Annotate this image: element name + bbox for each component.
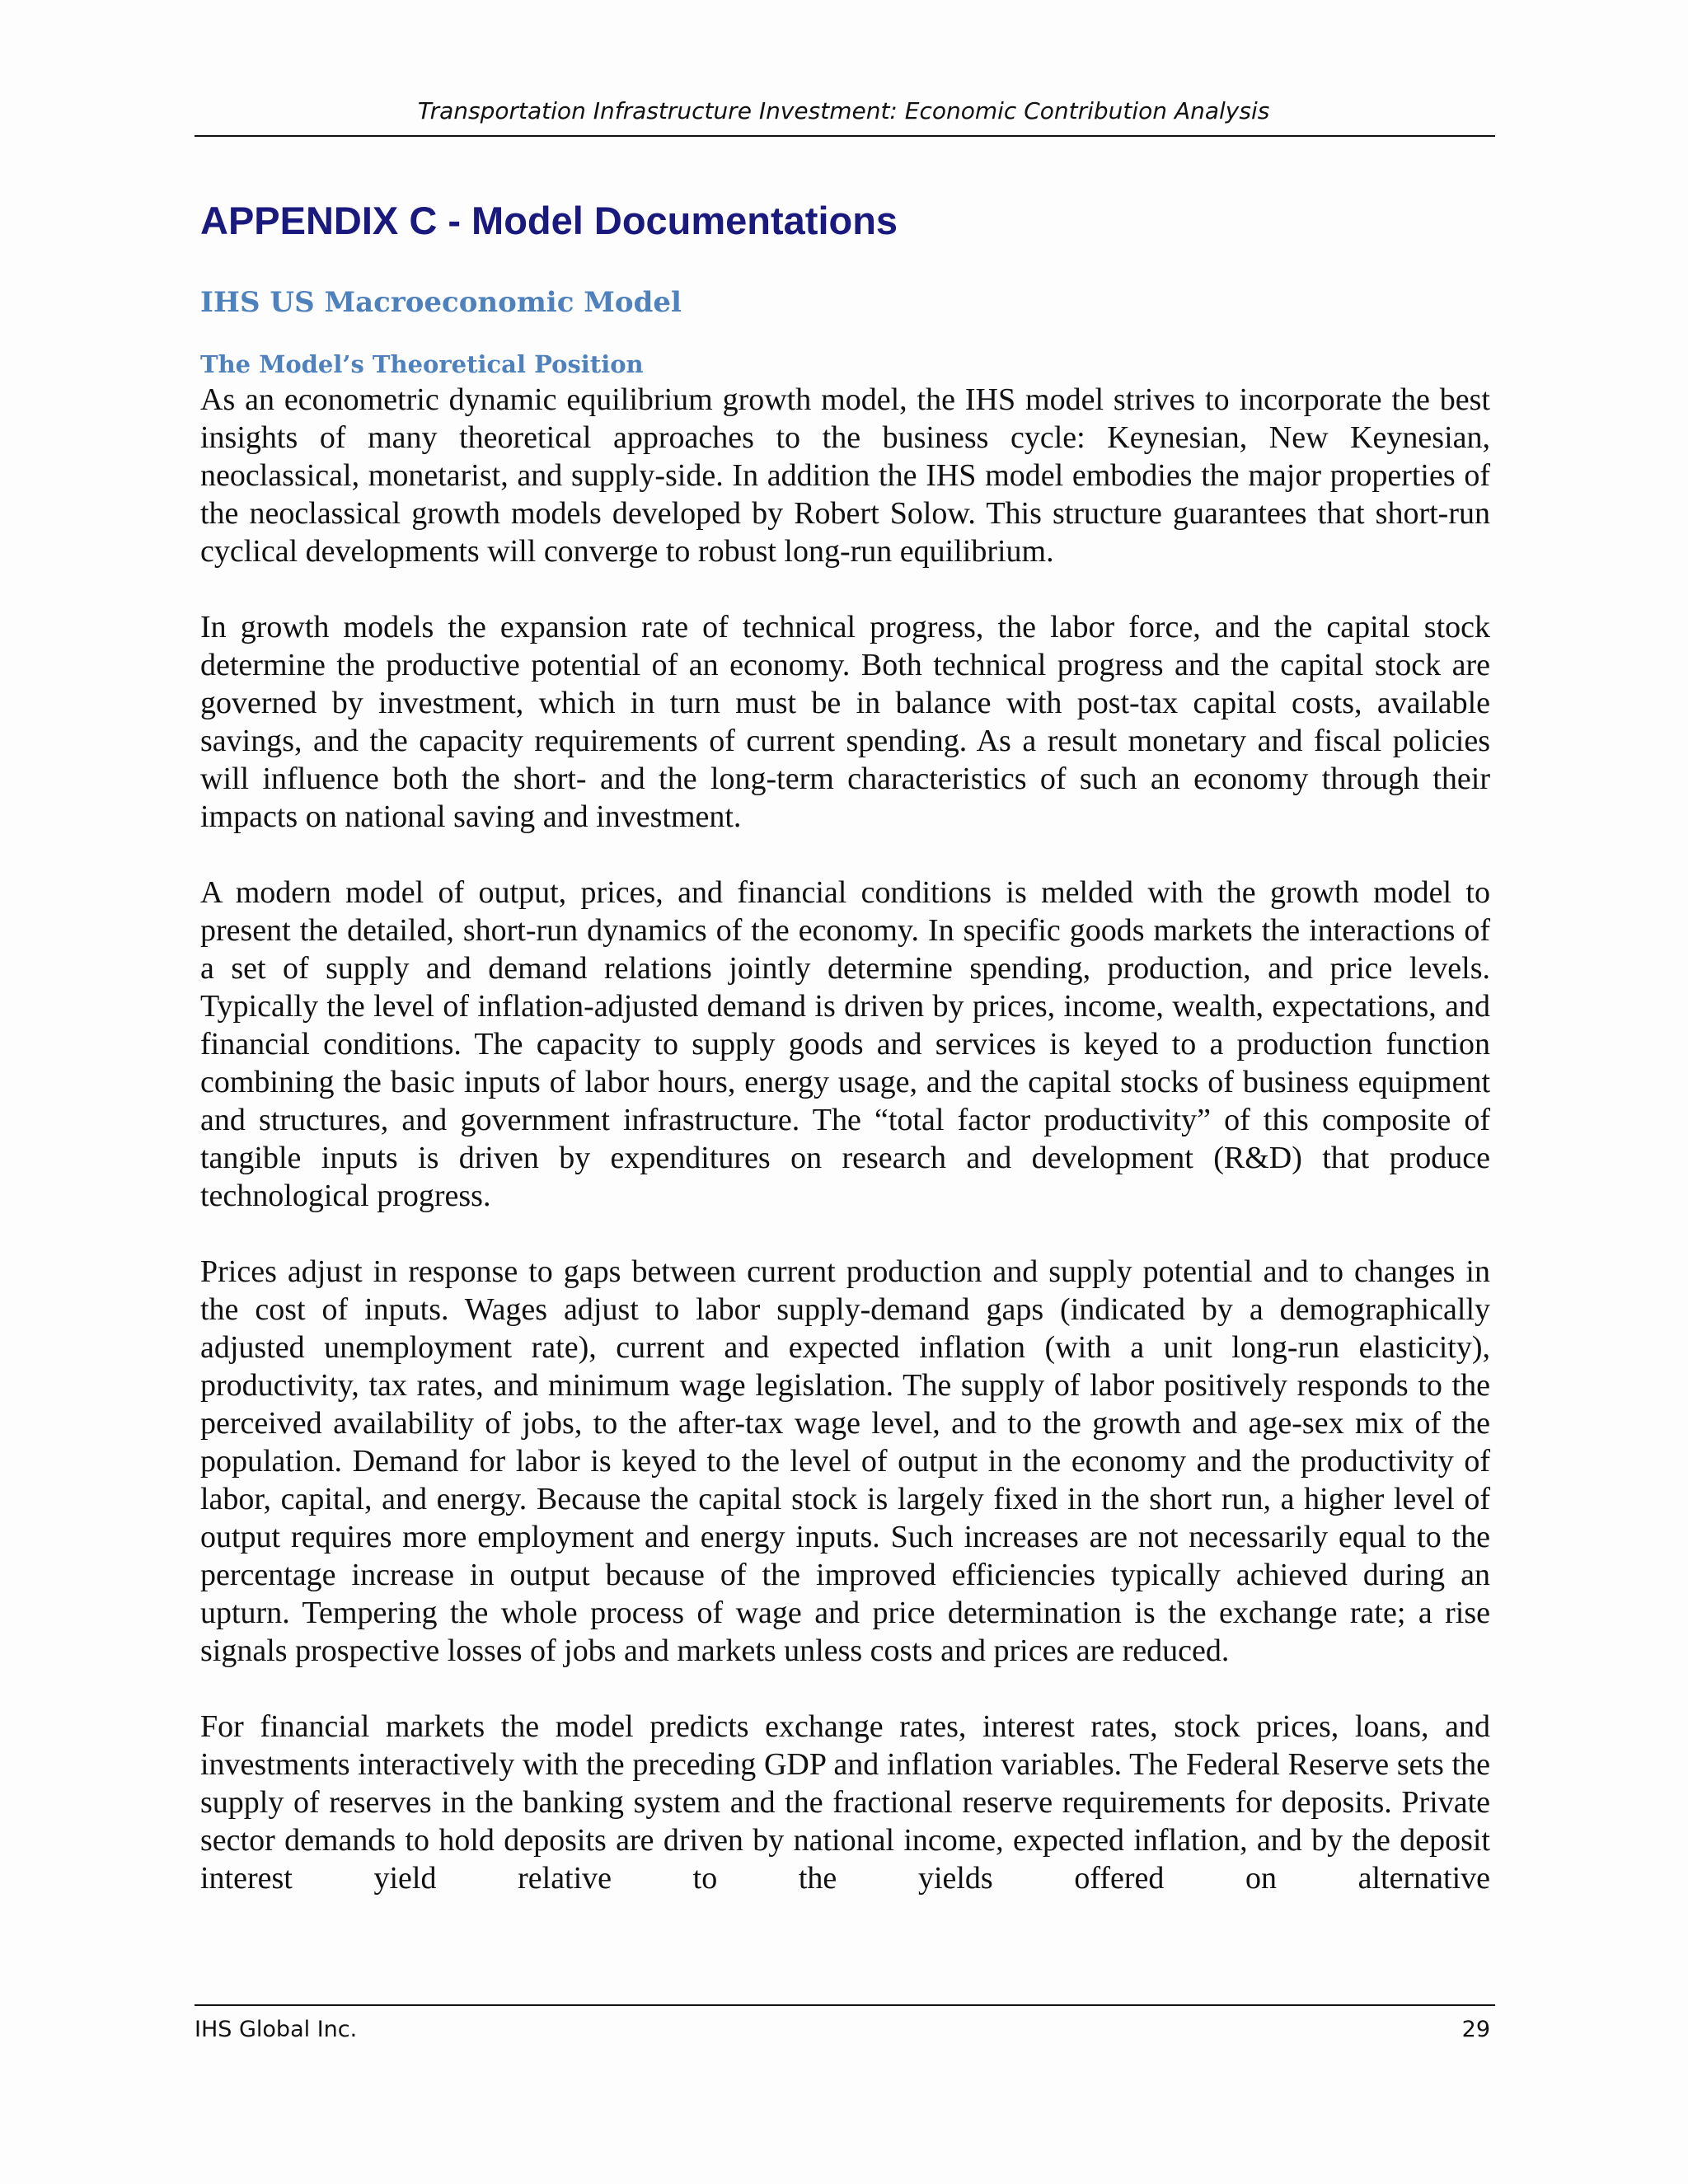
subsection-title: The Model’s Theoretical Position bbox=[200, 350, 644, 378]
footer-divider bbox=[195, 2004, 1495, 2006]
main-content bbox=[200, 196, 1490, 1897]
paragraph: As an econometric dynamic equilibrium growth model, the IHS model strives to incorporate the best insights of many theoretical approaches to the business cycle: Keynesian, New Keynesian, neoclassical, monetarist, and supply-side. In addition the IHS model embodies the major properties of the neoclassical growth models developed by Robert Solow. This structure guarantees that short-run cyclical developments will converge to robust long-run equilibrium. bbox=[200, 382, 1490, 569]
paragraph: A modern model of output, prices, and financial conditions is melded with the growth model to present the detailed, short-run dynamics of the economy. In specific goods markets the interactions of a set of supply and demand relations jointly determine spending, production, and price levels. Typically the level of inflation-adjusted demand is driven by prices, income, wealth, expectations, and financial conditions. The capacity to supply goods and services is keyed to a production function combining the basic inputs of labor hours, energy usage, and the capital stocks of business equipment and structures, and government infrastructure. The “total factor productivity” of this composite of tangible inputs is driven by expenditures on research and development (R&D) that produce technological progress. bbox=[200, 875, 1490, 1213]
footer-organization: IHS Global Inc. bbox=[195, 2017, 358, 2042]
running-header: Transportation Infrastructure Investment: Economic Contribution Analysis bbox=[417, 97, 1270, 124]
paragraph: For financial markets the model predicts exchange rates, interest rates, stock prices, loans, and investments interactively with the preceding GDP and inflation variables. The Federal Reserve sets the supply of reserves in the banking system and the fractional reserve requirements for deposits. Private sector demands to hold deposits are driven by national income, expected inflation, and by the deposit interest yield relative to the yields offered on alternative bbox=[200, 1709, 1490, 1896]
appendix-title: APPENDIX C - Model Documentations bbox=[200, 199, 898, 242]
paragraph: Prices adjust in response to gaps between current production and supply potential and to changes in the cost of inputs. Wages adjust to labor supply-demand gaps (indicated by a demographically adjusted unemployment rate), current and expected inflation (with a unit long-run elasticity), productivity, tax rates, and minimum wage legislation. The supply of labor positively responds to the perceived availability of jobs, to the after-tax wage level, and to the growth and age-sex mix of the population. Demand for labor is keyed to the level of output in the economy and the productivity of labor, capital, and energy. Because the capital stock is largely fixed in the short run, a higher level of output requires more employment and energy inputs. Such increases are not necessarily equal to the percentage increase in output because of the improved efficiencies typically achieved during an upturn. Tempering the whole process of wage and price determination is the exchange rate; a rise signals prospective losses of jobs and markets unless costs and prices are reduced. bbox=[200, 1254, 1490, 1668]
paragraph: In growth models the expansion rate of technical progress, the labor force, and the capital stock determine the productive potential of an economy. Both technical progress and the capital stock are governed by investment, which in turn must be in balance with post-tax capital costs, available savings, and the capacity requirements of current spending. As a result monetary and fiscal policies will influence both the short- and the long-term characteristics of such an economy through their impacts on national saving and investment. bbox=[200, 610, 1490, 834]
page-number: 29 bbox=[1461, 2017, 1490, 2042]
section-title: IHS US Macroeconomic Model bbox=[200, 286, 682, 319]
header-divider bbox=[195, 135, 1495, 137]
